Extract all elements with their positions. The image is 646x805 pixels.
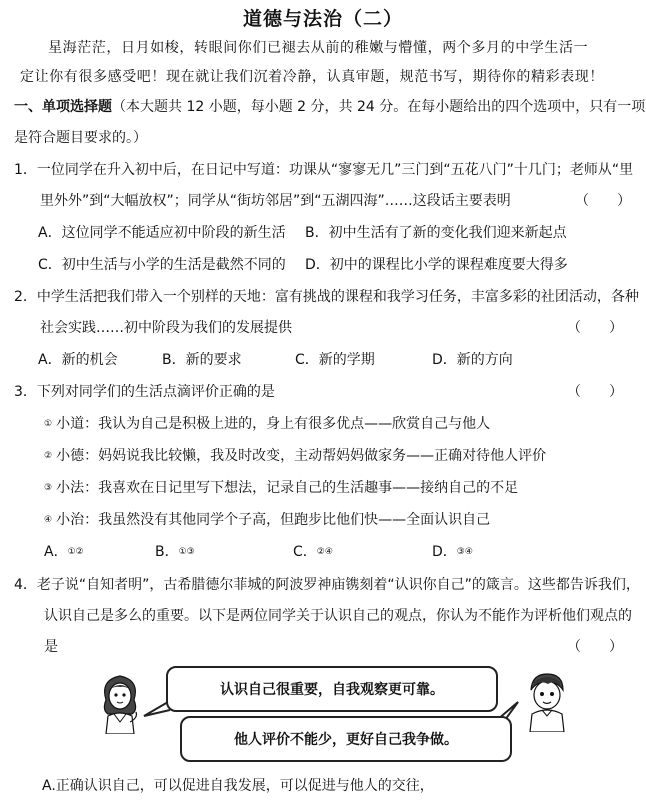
q3-option-c-label: C． bbox=[293, 544, 317, 560]
circled-four-icon: ④ bbox=[44, 515, 53, 525]
q2-option-d[interactable]: D．新的方向 bbox=[432, 352, 513, 368]
section-heading: 一、单项选择题 bbox=[14, 99, 112, 115]
q3-statement-1 bbox=[44, 413, 490, 433]
q2-stem-line-1: 2．中学生活把我们带入一个别样的天地：富有挑战的课程和我学习任务，丰富多彩的社团活动，各种 bbox=[14, 289, 639, 305]
q3-option-c-marks: ②④ bbox=[316, 547, 333, 557]
q1-answer-blank[interactable]: （ ） bbox=[575, 193, 631, 209]
q4-stem-line-2: 认识自己是多么的重要。以下是两位同学关于认识自己的观点，你认为不能作为评析他们观点的 bbox=[44, 608, 632, 624]
speech-bubble-boy: 他人评价不能少，更好自己我争做。 bbox=[180, 716, 512, 762]
q3-statement-1-text: 小道：我认为自己是积极上进的，身上有很多优点——欣赏自己与他人 bbox=[56, 416, 491, 432]
circled-two-icon: ② bbox=[44, 451, 53, 461]
q3-answer-blank[interactable]: （ ） bbox=[567, 384, 623, 400]
q3-option-c[interactable] bbox=[293, 541, 337, 561]
circled-three-icon: ③ bbox=[44, 483, 53, 493]
q4-stem-line-3: 是 bbox=[44, 639, 58, 655]
q3-option-b[interactable] bbox=[155, 541, 199, 561]
q1-option-c[interactable]: C．初中生活与小学的生活是截然不同的 bbox=[38, 257, 286, 273]
q2-answer-blank[interactable]: （ ） bbox=[567, 320, 623, 336]
q2-stem-line-2: 社会实践……初中阶段为我们的发展提供 bbox=[40, 320, 292, 336]
section-description-cont: 是符合题目要求的。） bbox=[14, 130, 147, 146]
q3-option-d-label: D． bbox=[432, 544, 457, 560]
intro-line-2: 定让你有很多感受吧！现在就让我们沉着冷静，认真审题，规范书写，期待你的精彩表现！ bbox=[20, 69, 604, 85]
q3-option-a-marks: ①② bbox=[67, 547, 84, 557]
circled-one-icon: ① bbox=[44, 419, 53, 429]
q3-option-a-label: A． bbox=[44, 544, 68, 560]
q1-option-b[interactable]: B．初中生活有了新的变化我们迎来新起点 bbox=[305, 225, 567, 241]
q3-statement-3-text: 小法：我喜欢在日记里写下想法，记录自己的生活趣事——接纳自己的不足 bbox=[56, 480, 519, 496]
q1-stem-line-1: 1．一位同学在升入初中后，在日记中写道：功课从“寥寥无几”三门到“五花八门”十几门；老师从“里 bbox=[14, 162, 634, 178]
page-title: 道德与法治（二） bbox=[242, 8, 403, 30]
q4-answer-blank[interactable]: （ ） bbox=[567, 639, 623, 655]
q3-statement-4 bbox=[44, 509, 490, 529]
speech-bubble-girl: 认识自己很重要，自我观察更可靠。 bbox=[166, 666, 498, 712]
q4-option-a[interactable]: A.正确认识自己，可以促进自我发展，可以促进与他人的交往， bbox=[42, 778, 434, 794]
q3-statement-2-text: 小德：妈妈说我比较懒，我及时改变，主动帮妈妈做家务——正确对待他人评价 bbox=[56, 448, 547, 464]
q2-option-a[interactable]: A．新的机会 bbox=[38, 352, 118, 368]
q3-statement-2 bbox=[44, 445, 546, 465]
section-heading-row bbox=[14, 96, 645, 116]
q3-statement-4-text: 小治：我虽然没有其他同学个子高，但跑步比他们快——全面认识自己 bbox=[56, 512, 491, 528]
q2-option-c[interactable]: C．新的学期 bbox=[295, 352, 375, 368]
q1-option-a[interactable]: A．这位同学不能适应初中阶段的新生活 bbox=[38, 225, 286, 241]
q3-option-d[interactable] bbox=[432, 541, 477, 561]
intro-line-1: 星海茫茫，日月如梭，转眼间你们已褪去从前的稚嫩与懵懂，两个多月的中学生活一 bbox=[48, 40, 589, 56]
q2-option-b[interactable]: B．新的要求 bbox=[162, 352, 242, 368]
section-description: （本大题共 12 小题，每小题 2 分，共 24 分。在每小题给出的四个选项中，只有一项 bbox=[112, 99, 646, 115]
q3-option-b-marks: ①③ bbox=[178, 547, 195, 557]
q1-option-d[interactable]: D．初中的课程比小学的课程难度要大得多 bbox=[305, 257, 568, 273]
q3-option-a[interactable] bbox=[44, 541, 88, 561]
q4-stem-line-1: 4．老子说“自知者明”，古希腊德尔菲城的阿波罗神庙镌刻着“认识你自己”的箴言。这些都告诉我们， bbox=[14, 577, 640, 593]
boy-student-icon bbox=[518, 668, 576, 732]
q3-statement-3 bbox=[44, 477, 518, 497]
q3-stem: 3．下列对同学们的生活点滴评价正确的是 bbox=[14, 384, 275, 400]
q3-option-d-marks: ③④ bbox=[456, 547, 473, 557]
q3-option-b-label: B． bbox=[155, 544, 179, 560]
q1-stem-line-2: 里外外”到“大幅放权”；同学从“街坊邻居”到“五湖四海”……这段话主要表明 bbox=[40, 193, 511, 209]
